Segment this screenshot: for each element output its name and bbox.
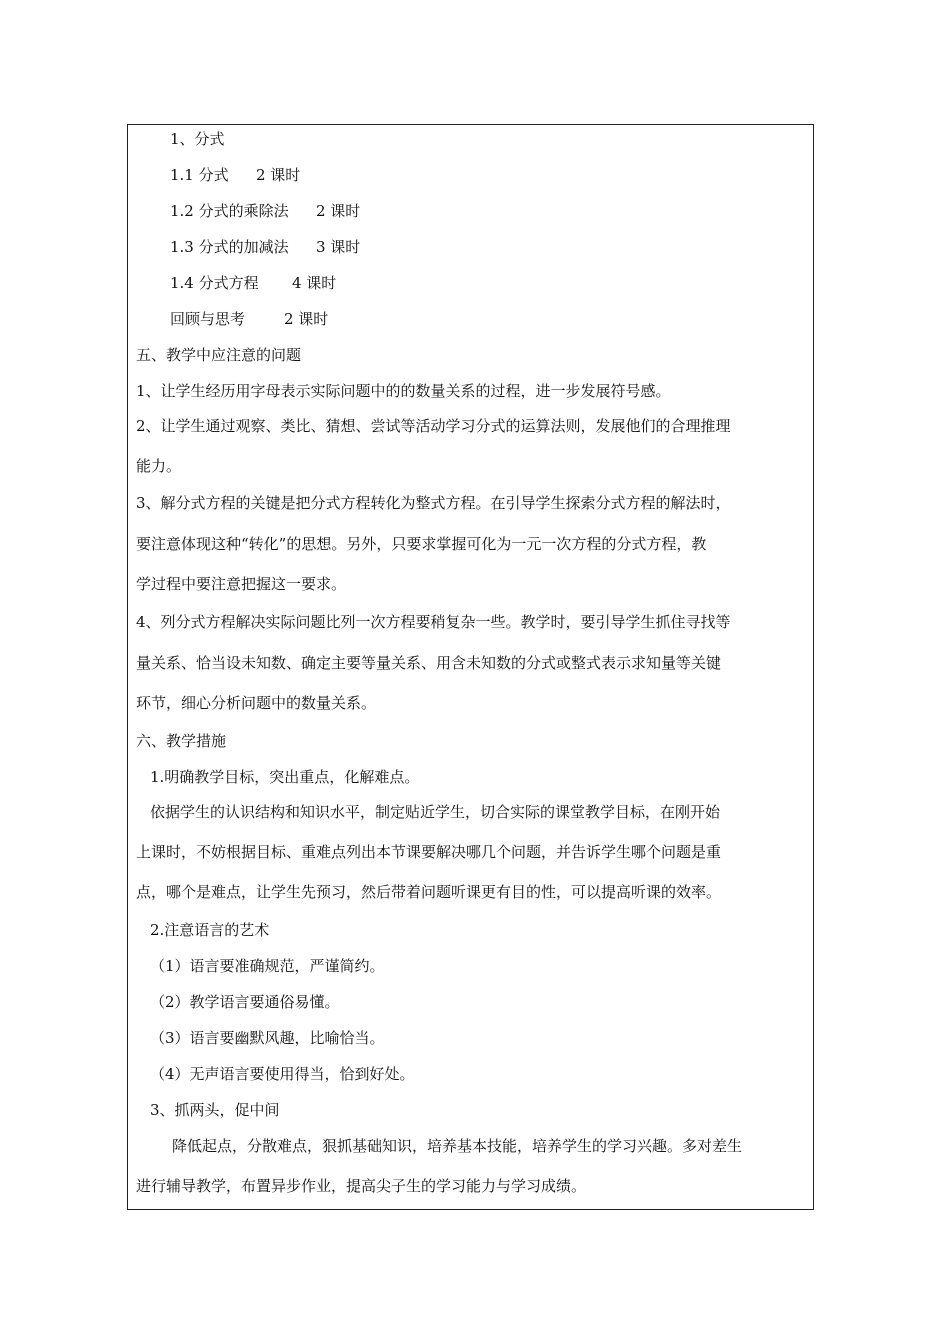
course-name: 1.1 分式 [170,166,229,184]
measure-2-item-4: （4）无声语言要使用得当，恰到好处。 [150,1065,415,1083]
sec6-title: 六、教学措施 [136,732,227,750]
course-hours: 2 课时 [316,202,361,220]
course-name: 1.3 分式的加减法 [170,238,289,256]
sec5-para-4-line-3: 环节，细心分析问题中的数量关系。 [136,694,377,712]
course-item-2 [170,201,360,221]
sec5-para-1: 1、让学生经历用字母表示实际问题中的的数量关系的过程，进一步发展符号感。 [136,382,671,400]
sec5-para-3-line-3: 学过程中要注意把握这一要求。 [136,575,347,593]
course-item-4 [170,273,336,293]
course-item-3 [170,237,360,257]
measure-1-title: 1.明确教学目标，突出重点，化解难点。 [150,768,420,786]
sec4-title: 1、分式 [170,130,225,148]
course-name: 1.4 分式方程 [170,274,259,292]
sec5-para-4-line-2: 量关系、恰当设未知数、确定主要等量关系、用含未知数的分式或整式表示求知量等关键 [136,654,722,672]
measure-1-line-3: 点，哪个是难点，让学生先预习，然后带着问题听课更有目的性，可以提高听课的效率。 [136,883,722,901]
measure-2-title: 2.注意语言的艺术 [150,921,270,939]
course-item-1 [170,165,300,185]
measure-2-item-2: （2）教学语言要通俗易懂。 [150,993,340,1011]
measure-1-line-2: 上课时，不妨根据目标、重难点列出本节课要解决哪几个问题，并告诉学生哪个问题是重 [136,843,722,861]
measure-3-line-2: 进行辅导教学，布置异步作业，提高尖子生的学习能力与学习成绩。 [136,1177,587,1195]
course-hours: 2 课时 [284,310,329,328]
sec5-para-2-line-2: 能力。 [136,457,182,475]
course-name: 回顾与思考 [170,310,246,328]
sec5-para-3-line-2: 要注意体现这种“转化”的思想。另外，只要求掌握可化为一元一次方程的分式方程，教 [136,535,707,553]
course-name: 1.2 分式的乘除法 [170,202,289,220]
sec5-para-4-line-1: 4、列分式方程解决实际问题比列一次方程要稍复杂一些。教学时，要引导学生抓住寻找等 [136,613,731,631]
sec5-title: 五、教学中应注意的问题 [136,346,302,364]
sec5-para-2-line-1: 2、让学生通过观察、类比、猜想、尝试等活动学习分式的运算法则，发展他们的合理推理 [136,417,731,435]
course-hours: 2 课时 [256,166,301,184]
measure-1-line-1: 依据学生的认识结构和知识水平，制定贴近学生，切合实际的课堂教学目标，在刚开始 [150,803,721,821]
measure-2-item-1: （1）语言要准确规范，严谨简约。 [150,957,385,975]
sec5-para-3-line-1: 3、解分式方程的关键是把分式方程转化为整式方程。在引导学生探索分式方程的解法时， [136,494,731,512]
course-item-5 [170,309,328,329]
measure-3-title: 3、抓两头，促中间 [150,1101,280,1119]
measure-3-line-1: 降低起点，分散难点，狠抓基础知识，培养基本技能，培养学生的学习兴趣。多对差生 [172,1137,743,1155]
measure-2-item-3: （3）语言要幽默风趣，比喻恰当。 [150,1029,385,1047]
course-hours: 4 课时 [292,274,337,292]
course-hours: 3 课时 [316,238,361,256]
